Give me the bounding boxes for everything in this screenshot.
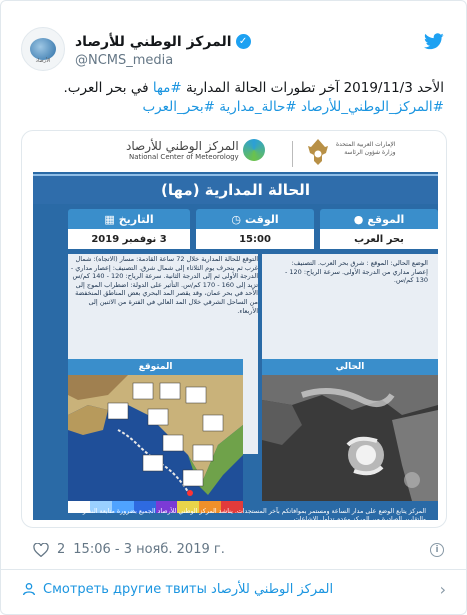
satellite-image xyxy=(262,375,438,501)
ncm-logo-icon xyxy=(30,38,56,60)
poster-footer-text: المركز يتابع الوضع على مدار الساعة ومستمر بموافاتكم بآخر المستجدات. يناشد المركز الوطني للأرصاد الجميع بضرورة متابعة النشرات والتقارير الصادرة من المركز وعدم تداول الإشاعات. xyxy=(75,508,426,523)
uae-emblem-icon xyxy=(305,137,331,167)
profile-icon xyxy=(21,581,37,597)
time-head-label: الوقت xyxy=(244,212,279,226)
more-tweets-label: Смотреть другие твиты المركز الوطني للأرصاد xyxy=(43,581,334,597)
display-name-text: المركز الوطني للأرصاد xyxy=(75,33,232,50)
tweet-hashtags[interactable]: #المركز_الوطني_للأرصاد #حالة_مدارية #بحر_العرب xyxy=(142,99,444,115)
date-value: 3 نوفمبر 2019 xyxy=(68,229,190,249)
more-tweets-link[interactable] xyxy=(21,577,446,601)
like-count[interactable]: 2 xyxy=(57,542,66,557)
location-column xyxy=(320,209,438,251)
forecast-map-label: المتوقع xyxy=(68,359,243,375)
location-pin-icon: ● xyxy=(353,212,364,226)
tweet-text xyxy=(21,79,444,117)
location-value: بحر العرب xyxy=(320,229,438,249)
chevron-right-icon: › xyxy=(439,580,446,599)
forecast-track-map xyxy=(68,375,243,501)
footer-divider xyxy=(1,569,466,570)
tweet-line-1 xyxy=(21,79,444,98)
hashtag-maha[interactable]: #مها xyxy=(152,80,182,96)
tweet-timestamp[interactable]: 15:06 - 3 нояб. 2019 г. xyxy=(73,542,225,557)
poster-title-bar xyxy=(33,174,438,204)
ncm-name-ar: المركز الوطني للأرصاد xyxy=(126,139,239,153)
clock-icon: ◷ xyxy=(231,212,241,226)
ncm-logo xyxy=(126,139,265,161)
date-head-label: التاريخ xyxy=(118,212,154,226)
date-head xyxy=(68,209,190,229)
tweet-meta xyxy=(33,542,225,557)
avatar-caption: الأرصاد xyxy=(35,58,51,64)
twitter-bird-icon[interactable] xyxy=(424,33,444,50)
forecast-map-graphic xyxy=(68,375,243,501)
ncm-name-en: National Center of Meteorology xyxy=(129,153,239,161)
account-handle[interactable]: @NCMS_media xyxy=(75,52,174,68)
uae-ministry-text xyxy=(336,141,396,157)
weather-poster xyxy=(33,172,438,523)
avatar[interactable] xyxy=(21,27,65,71)
time-column xyxy=(196,209,314,251)
uae-line-2: وزارة شؤون الرئاسة xyxy=(344,149,396,156)
poster-title: الحالة المدارية (مها) xyxy=(161,181,310,199)
time-head xyxy=(196,209,314,229)
account-names xyxy=(75,29,251,68)
satellite-graphic xyxy=(262,375,438,501)
tweet-line-1-prefix: الأحد 2019/11/3 آخر تطورات الحالة المدارية xyxy=(181,80,444,96)
uae-line-1: الإمارات العربية المتحدة xyxy=(336,141,396,148)
ncm-swirl-icon xyxy=(243,139,265,161)
poster-logo-row xyxy=(22,131,446,177)
display-name[interactable] xyxy=(75,34,251,50)
info-icon[interactable]: i xyxy=(430,543,444,557)
current-sat-label: الحالي xyxy=(262,359,438,375)
location-head xyxy=(320,209,438,229)
forecast-text: التوقع للحالة المدارية خلال 72 ساعة القادمة: مسار (الاتجاه): شمال غرب ثم ينحرف يوم الثلاثاء إلى شمال شرق. التصنيف: إعصار مداري - الدرجة الأولى ثم إلى الدرجة الثانية. سرعة الرياح: 120 - 140 كم/س تزيد إلى 160 - 170 كم/س. التأثير على الدولة: اضطراب الموج إلى الأحد في بحر عمان، وقد يقصر المد البحري بعض المناطق المنخفضة من الساحل الشرقي خلال المد العالي في الفترة من الاثنين إلى الأربعاء. xyxy=(70,255,258,315)
tweet-line-1-suffix: في بحر العرب. xyxy=(63,80,153,96)
time-value: 15:00 xyxy=(196,229,314,249)
location-head-label: الموقع xyxy=(367,212,405,226)
current-status-text: الوضع الحالي: الموقع : شرق بحر العرب. التصنيف: إعصار مداري من الدرجة الأولى. سرعة الرياح: 120 - 130 كم/س. xyxy=(284,259,428,285)
tweet-header xyxy=(21,25,446,75)
heart-icon[interactable] xyxy=(33,543,49,557)
date-column xyxy=(68,209,190,251)
calendar-icon: ▦ xyxy=(104,212,115,226)
verified-badge-icon: ✓ xyxy=(236,34,251,49)
tweet-media[interactable] xyxy=(21,130,447,528)
logo-divider xyxy=(292,141,293,167)
